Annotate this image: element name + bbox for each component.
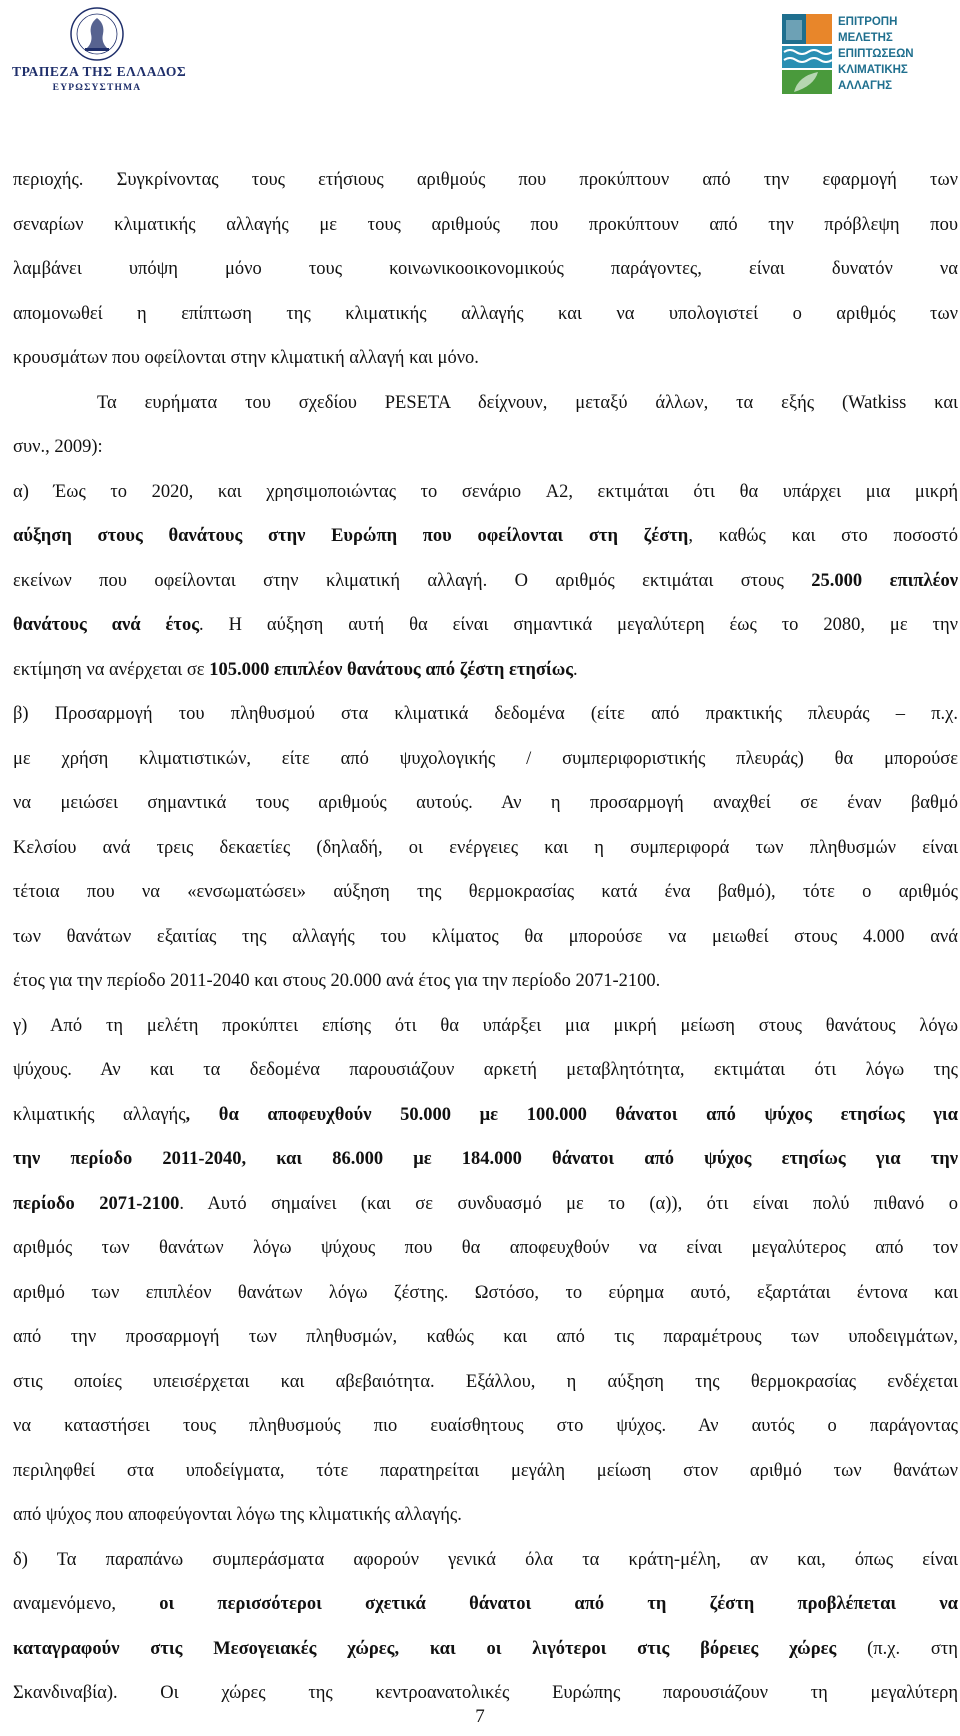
text-line: λαμβάνει υπόψη μόνο τους κοινωνικοοικονομικούς παράγοντες, είναι δυνατόν να (13, 259, 958, 279)
text-line: ψύχους. Αν και τα δεδομένα παρουσιάζουν αρκετή μεταβλητότητα, εκτιμάται ότι λόγω της (13, 1060, 958, 1080)
bank-subtitle: ΕΥΡΩΣΥΣΤΗΜΑ (52, 83, 142, 93)
committee-line: ΕΠΙΠΤΩΣΕΩΝ (838, 48, 914, 60)
bank-of-greece-logo (12, 6, 187, 106)
text-line: γ) Από τη μελέτη προκύπτει επίσης ότι θα υπάρξει μια μικρή μείωση στους θανάτους λόγω (13, 1015, 958, 1036)
bold-text: καταγραφούν στις Μεσογειακές χώρες, και οι λιγότεροι στις βόρειες χώρες (13, 1638, 837, 1659)
text-line: να μειώσει σημαντικά τους αριθμούς αυτούς. Αν η προσαρμογή αναχθεί σε έναν βαθμό (13, 793, 958, 813)
text-line: περιληφθεί στα υποδείγματα, τότε παρατηρείται μεγάλη μείωση στον αριθμό των θανάτων (13, 1460, 958, 1481)
text-line: κρουσμάτων που οφείλονται στην κλιματική αλλαγή και μόνο. (13, 348, 479, 368)
text-span: . Η αύξηση αυτή θα είναι σημαντικά μεγαλύτερη έως το 2080, με την (199, 615, 958, 635)
committee-logo (780, 12, 958, 100)
text-line: στις οποίες υπεισέρχεται και αβεβαιότητα. Εξάλλου, η αύξηση της θερμοκρασίας ενδέχεται (13, 1371, 958, 1392)
document-body (13, 158, 958, 1716)
text-line: σεναρίων κλιματικής αλλαγής με τους αριθμούς που προκύπτουν από την πρόβλεψη που (13, 214, 958, 235)
text-line (13, 559, 958, 604)
text-span: κλιματικής αλλαγής (13, 1104, 186, 1125)
page-number: 7 (475, 1706, 485, 1727)
text-line: τέτοια που να «ενσωματώσει» αύξηση της θερμοκρασίας κατά ένα βαθμό), τότε ο αριθμός (13, 882, 958, 902)
committee-name (838, 14, 914, 94)
committee-line: ΑΛΛΑΓΗΣ (838, 80, 893, 92)
bold-text: αύξηση στους θανάτους στην Ευρώπη που οφείλονται στη ζέστη (13, 526, 689, 546)
bank-name: ΤΡΑΠΕΖΑ ΤΗΣ ΕΛΛΑΔΟΣ (12, 64, 187, 79)
committee-line: ΕΠΙΤΡΟΠΗ (838, 16, 898, 28)
text-line (13, 1627, 958, 1672)
bold-text: θανάτους ανά έτος (13, 615, 200, 635)
bold-text: 25.000 επιπλέον (811, 570, 958, 591)
bold-text: την περίοδο 2011-2040, και 86.000 με 184.000 θάνατοι από ψύχος ετησίως για την (13, 1149, 958, 1169)
text-line: των θανάτων εξαιτίας της αλλαγής του κλίματος θα μπορούσε να μειωθεί στους 4.000 ανά (13, 926, 958, 947)
text-line: να καταστήσει τους πληθυσμούς πιο ευαίσθητους στο ψύχος. Αν αυτός ο παράγοντας (13, 1416, 958, 1436)
text-line: έτος για την περίοδο 2011-2040 και στους 20.000 ανά έτος για την περίοδο 2071-2100. (13, 971, 661, 991)
committee-emblem-icon (780, 12, 836, 96)
text-span: εκτίμηση να ανέρχεται σε (13, 659, 210, 680)
text-line (13, 648, 958, 693)
page-header (0, 0, 960, 110)
committee-line: ΚΛΙΜΑΤΙΚΗΣ (838, 64, 908, 76)
text-span: , καθώς και στο ποσοστό (688, 526, 958, 546)
bold-text: 105.000 επιπλέον θανάτους από ζέστη ετησίως (209, 659, 574, 680)
text-line: Σκανδιναβία). Οι χώρες της κεντροανατολικές Ευρώπης παρουσιάζουν τη μεγαλύτερη (13, 1683, 958, 1703)
bold-text: , θα αποφευχθούν 50.000 με 100.000 θάνατοι από ψύχος ετησίως για (185, 1104, 958, 1125)
text-line (13, 1182, 958, 1227)
text-line: απομονωθεί η επίπτωση της κλιματικής αλλαγής και να υπολογιστεί ο αριθμός των (13, 303, 958, 324)
bank-seal-icon (61, 6, 133, 62)
committee-line: ΜΕΛΕΤΗΣ (838, 32, 893, 44)
text-span: αναμενόμενο, (13, 1594, 160, 1614)
text-line (13, 1582, 958, 1627)
text-line (13, 514, 958, 559)
bold-text: περίοδο 2071-2100 (13, 1193, 180, 1214)
text-line: α) Έως το 2020, και χρησιμοποιώντας το σενάριο A2, εκτιμάται ότι θα υπάρχει μια μικρή (13, 481, 958, 502)
text-line: από ψύχος που αποφεύγονται λόγω της κλιματικής αλλαγής. (13, 1505, 462, 1525)
text-line: δ) Τα παραπάνω συμπεράσματα αφορούν γενικά όλα τα κράτη-μέλη, αν και, όπως είναι (13, 1549, 958, 1570)
text-span: (π.χ. στη (836, 1638, 958, 1659)
text-span: . Αυτό σημαίνει (και σε συνδυασμό με το (α)), ότι είναι πολύ πιθανό ο (179, 1193, 958, 1214)
text-line: β) Προσαρμογή του πληθυσμού στα κλιματικά δεδομένα (είτε από πρακτικής πλευράς – π.χ. (13, 704, 958, 724)
text-line (13, 1093, 958, 1138)
bold-text: οι περισσότεροι σχετικά θάνατοι από τη ζέστη προβλέπεται να (159, 1594, 958, 1614)
text-line: Τα ευρήματα του σχεδίου PESETA δείχνουν, μεταξύ άλλων, τα εξής (Watkiss και (97, 392, 958, 413)
text-line: συν., 2009): (13, 437, 103, 457)
text-line: Κελσίου ανά τρεις δεκαετίες (δηλαδή, οι ενέργειες και η συμπεριφορά των πληθυσμών είναι (13, 837, 958, 858)
text-line (13, 603, 958, 648)
text-line: περιοχής. Συγκρίνοντας τους ετήσιους αριθμούς που προκύπτουν από την εφαρμογή των (13, 170, 958, 190)
text-line: αριθμό των επιπλέον θανάτων λόγω ζέστης. Ωστόσο, το εύρημα αυτό, εξαρτάται έντονα και (13, 1282, 958, 1303)
text-line: με χρήση κλιματιστικών, είτε από ψυχολογικής / συμπεριφοριστικής πλευράς) θα μπορούσε (13, 748, 958, 769)
text-line: αριθμός των θανάτων λόγω ψύχους που θα αποφευχθούν να είναι μεγαλύτερος από τον (13, 1238, 958, 1258)
text-span: εκείνων που οφείλονται στην κλιματική αλλαγή. Ο αριθμός εκτιμάται στους (13, 570, 812, 591)
text-line (13, 1137, 958, 1182)
text-line: από την προσαρμογή των πληθυσμών, καθώς και από τις παραμέτρους των υποδειγμάτων, (13, 1327, 958, 1347)
text-span: . (573, 659, 578, 680)
